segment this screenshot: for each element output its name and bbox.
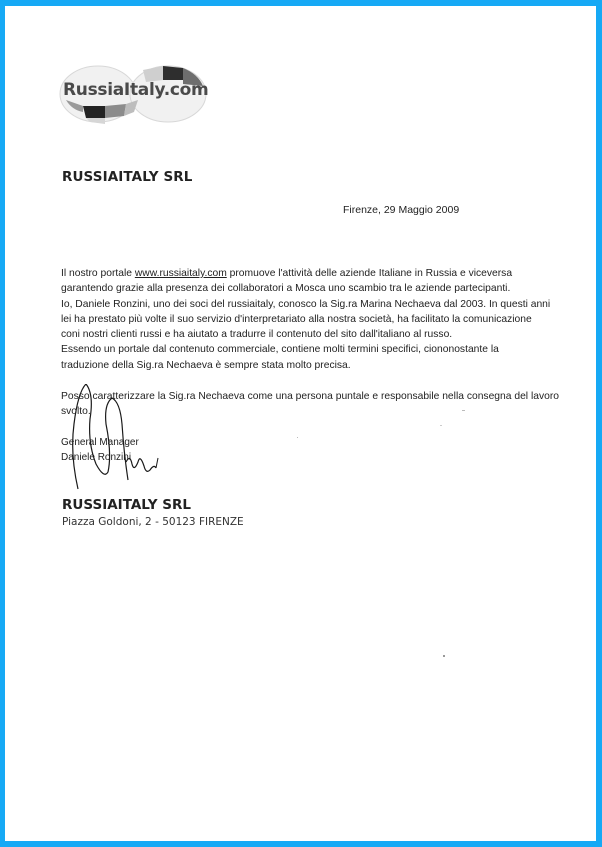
logo-text: RussiaItaly.com: [63, 80, 209, 100]
letter-body: [61, 266, 581, 373]
signer-title: General Manager: [61, 437, 139, 448]
scan-speck: [443, 655, 445, 657]
closing-line: Posso caratterizzare la Sig.ra Nechaeva come una persona puntale e responsabile nella consegna del lavoro: [61, 391, 559, 402]
signer-name: Daniele Ronzini: [61, 452, 132, 463]
footer-company-name: RUSSIAITALY SRL: [62, 497, 191, 513]
body-line: Io, Daniele Ronzini, uno dei soci del russiaitaly, conosco la Sig.ra Marina Nechaeva dal 2003. In questi anni: [61, 298, 551, 310]
footer-address: Piazza Goldoni, 2 - 50123 FIRENZE: [62, 516, 244, 528]
closing-line: svolto.: [61, 406, 91, 418]
scan-speck: [440, 425, 442, 426]
scan-speck: [297, 437, 298, 438]
body-line: coni nostri clienti russi e ha aiutato a tradurre il contenuto del sito dall'italiano al russo.: [61, 329, 453, 341]
body-text-segment: promuove l'attività delle aziende Italiane in Russia e viceversa: [226, 268, 513, 279]
body-line: traduzione della Sig.ra Nechaeva è sempre stata molto precisa.: [61, 359, 351, 371]
letter-date: Firenze, 29 Maggio 2009: [343, 204, 460, 216]
website-link[interactable]: www.russiaitaly.com: [134, 268, 227, 279]
company-logo: [58, 60, 208, 128]
body-line: [61, 266, 581, 281]
body-line: lei ha prestato più volte il suo servizio d'interpretariato alla nostra società, ha facilitato la comunicazione: [61, 313, 532, 325]
body-text-segment: Il nostro portale: [61, 268, 135, 279]
handwritten-signature: [60, 384, 170, 494]
body-line: garantendo grazie alla presenza dei collaboratori a Mosca uno scambio tra le aziende partecipanti.: [61, 283, 511, 295]
company-heading: RUSSIAITALY SRL: [62, 169, 193, 185]
scan-speck: [462, 410, 465, 411]
body-line: Essendo un portale dal contenuto commerciale, contiene molti termini specifici, ciononostante la: [61, 344, 499, 356]
